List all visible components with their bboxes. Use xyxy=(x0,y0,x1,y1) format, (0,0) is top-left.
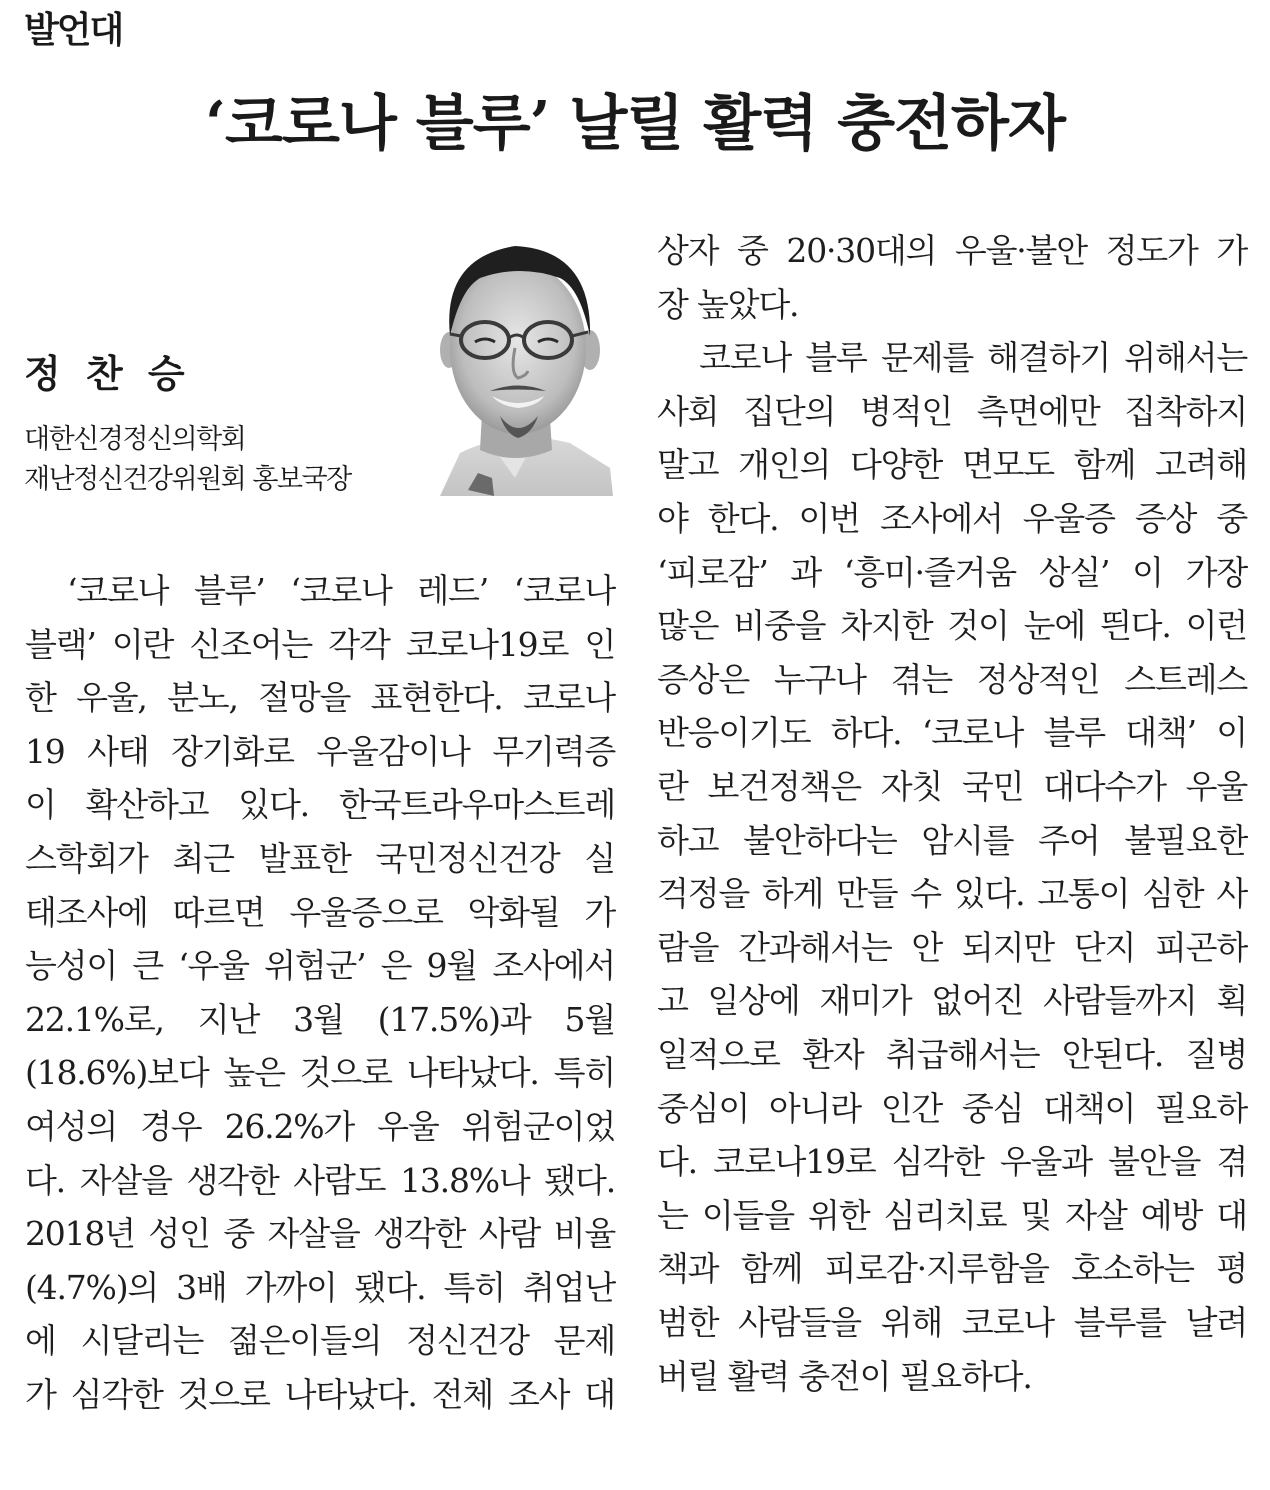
article-line: 증상은 누구나 겪는 정상적인 스트레스 xyxy=(657,659,1247,699)
article-line: (4.7%)의 3배 가까이 됐다. 특히 취업난 xyxy=(25,1267,615,1307)
article-line: 많은 비중을 차지한 것이 눈에 띈다. 이런 xyxy=(657,606,1247,646)
author-affiliation-line: 재난정신건강위원회 홍보국장 xyxy=(24,464,351,495)
article-line: 고 일상에 재미가 없어진 사람들까지 획 xyxy=(657,981,1247,1021)
article-line: 범한 사람들을 위해 코로나 블루를 날려 xyxy=(657,1303,1247,1342)
article-line: 하고 불안하다는 암시를 주어 불필요한 xyxy=(657,820,1247,860)
article-line: 능성이 큰 ‘우울 위험군’ 은 9월 조사에서 xyxy=(25,946,615,986)
article-line: 버릴 활력 충전이 필요하다. xyxy=(657,1356,1032,1396)
article-line: 22.1%로, 지난 3월 (17.5%)과 5월 xyxy=(25,999,615,1039)
article-line: 가 심각한 것으로 나타났다. 전체 조사 대 xyxy=(25,1375,615,1414)
article-line: ‘피로감’ 과 ‘흥미·즐거움 상실’ 이 가장 xyxy=(657,552,1247,592)
article-line: 태조사에 따르면 우울증으로 악화될 가 xyxy=(25,892,615,932)
article-line: 여성의 경우 26.2%가 우울 위험군이었 xyxy=(25,1107,615,1146)
headline: ‘코로나 블루’ 날릴 활력 충전하자 xyxy=(205,89,1065,159)
article-line: 중심이 아니라 인간 중심 대책이 필요하 xyxy=(657,1088,1247,1128)
article-line: 반응이기도 하다. ‘코로나 블루 대책’ 이 xyxy=(657,713,1247,753)
article-line: 이 확산하고 있다. 한국트라우마스트레 xyxy=(25,785,615,825)
article-line: 상자 중 20·30대의 우울·불안 정도가 가 xyxy=(657,231,1247,270)
article-line: 19 사태 장기화로 우울감이나 무기력증 xyxy=(25,731,615,771)
article-line: 스학회가 최근 발표한 국민정신건강 실 xyxy=(25,839,615,878)
article-line: 장 높았다. xyxy=(657,284,799,324)
article-line: ‘코로나 블루’ ‘코로나 레드’ ‘코로나 xyxy=(67,571,615,610)
article-line: 야 한다. 이번 조사에서 우울증 증상 중 xyxy=(657,499,1247,538)
author-name: 정 찬 승 xyxy=(24,351,191,396)
author-portrait-icon xyxy=(420,228,613,496)
article-line: 는 이들을 위한 심리치료 및 자살 예방 대 xyxy=(657,1195,1247,1235)
article-line: 2018년 성인 중 자살을 생각한 사람 비율 xyxy=(25,1214,615,1254)
author-affiliation xyxy=(24,420,351,500)
article-line: 코로나 블루 문제를 해결하기 위해서는 xyxy=(699,338,1247,378)
article-line: 블랙’ 이란 신조어는 각각 코로나19로 인 xyxy=(25,624,615,664)
article-line: 걱정을 하게 만들 수 있다. 고통이 심한 사 xyxy=(657,874,1247,914)
article-line: 람을 간과해서는 안 되지만 단지 피곤하 xyxy=(657,927,1247,967)
article-line: 사회 집단의 병적인 측면에만 집착하지 xyxy=(657,391,1247,431)
article-line: 란 보건정책은 자칫 국민 대다수가 우울 xyxy=(657,767,1247,806)
author-photo xyxy=(420,228,613,496)
article-line: 말고 개인의 다양한 면모도 함께 고려해 xyxy=(657,445,1247,485)
article-line: 책과 함께 피로감·지루함을 호소하는 평 xyxy=(657,1249,1247,1289)
article-line: 에 시달리는 젊은이들의 정신건강 문제 xyxy=(25,1321,615,1361)
article-line: 다. 자살을 생각한 사람도 13.8%나 됐다. xyxy=(25,1160,615,1200)
article-line: 일적으로 환자 취급해서는 안된다. 질병 xyxy=(657,1035,1247,1074)
author-affiliation-line: 대한신경정신의학회 xyxy=(24,424,246,455)
section-label: 발언대 xyxy=(24,10,123,51)
article-line: 한 우울, 분노, 절망을 표현한다. 코로나 xyxy=(25,678,615,718)
article-line: (18.6%)보다 높은 것으로 나타났다. 특히 xyxy=(25,1053,615,1093)
article-line: 다. 코로나19로 심각한 우울과 불안을 겪 xyxy=(657,1142,1247,1182)
